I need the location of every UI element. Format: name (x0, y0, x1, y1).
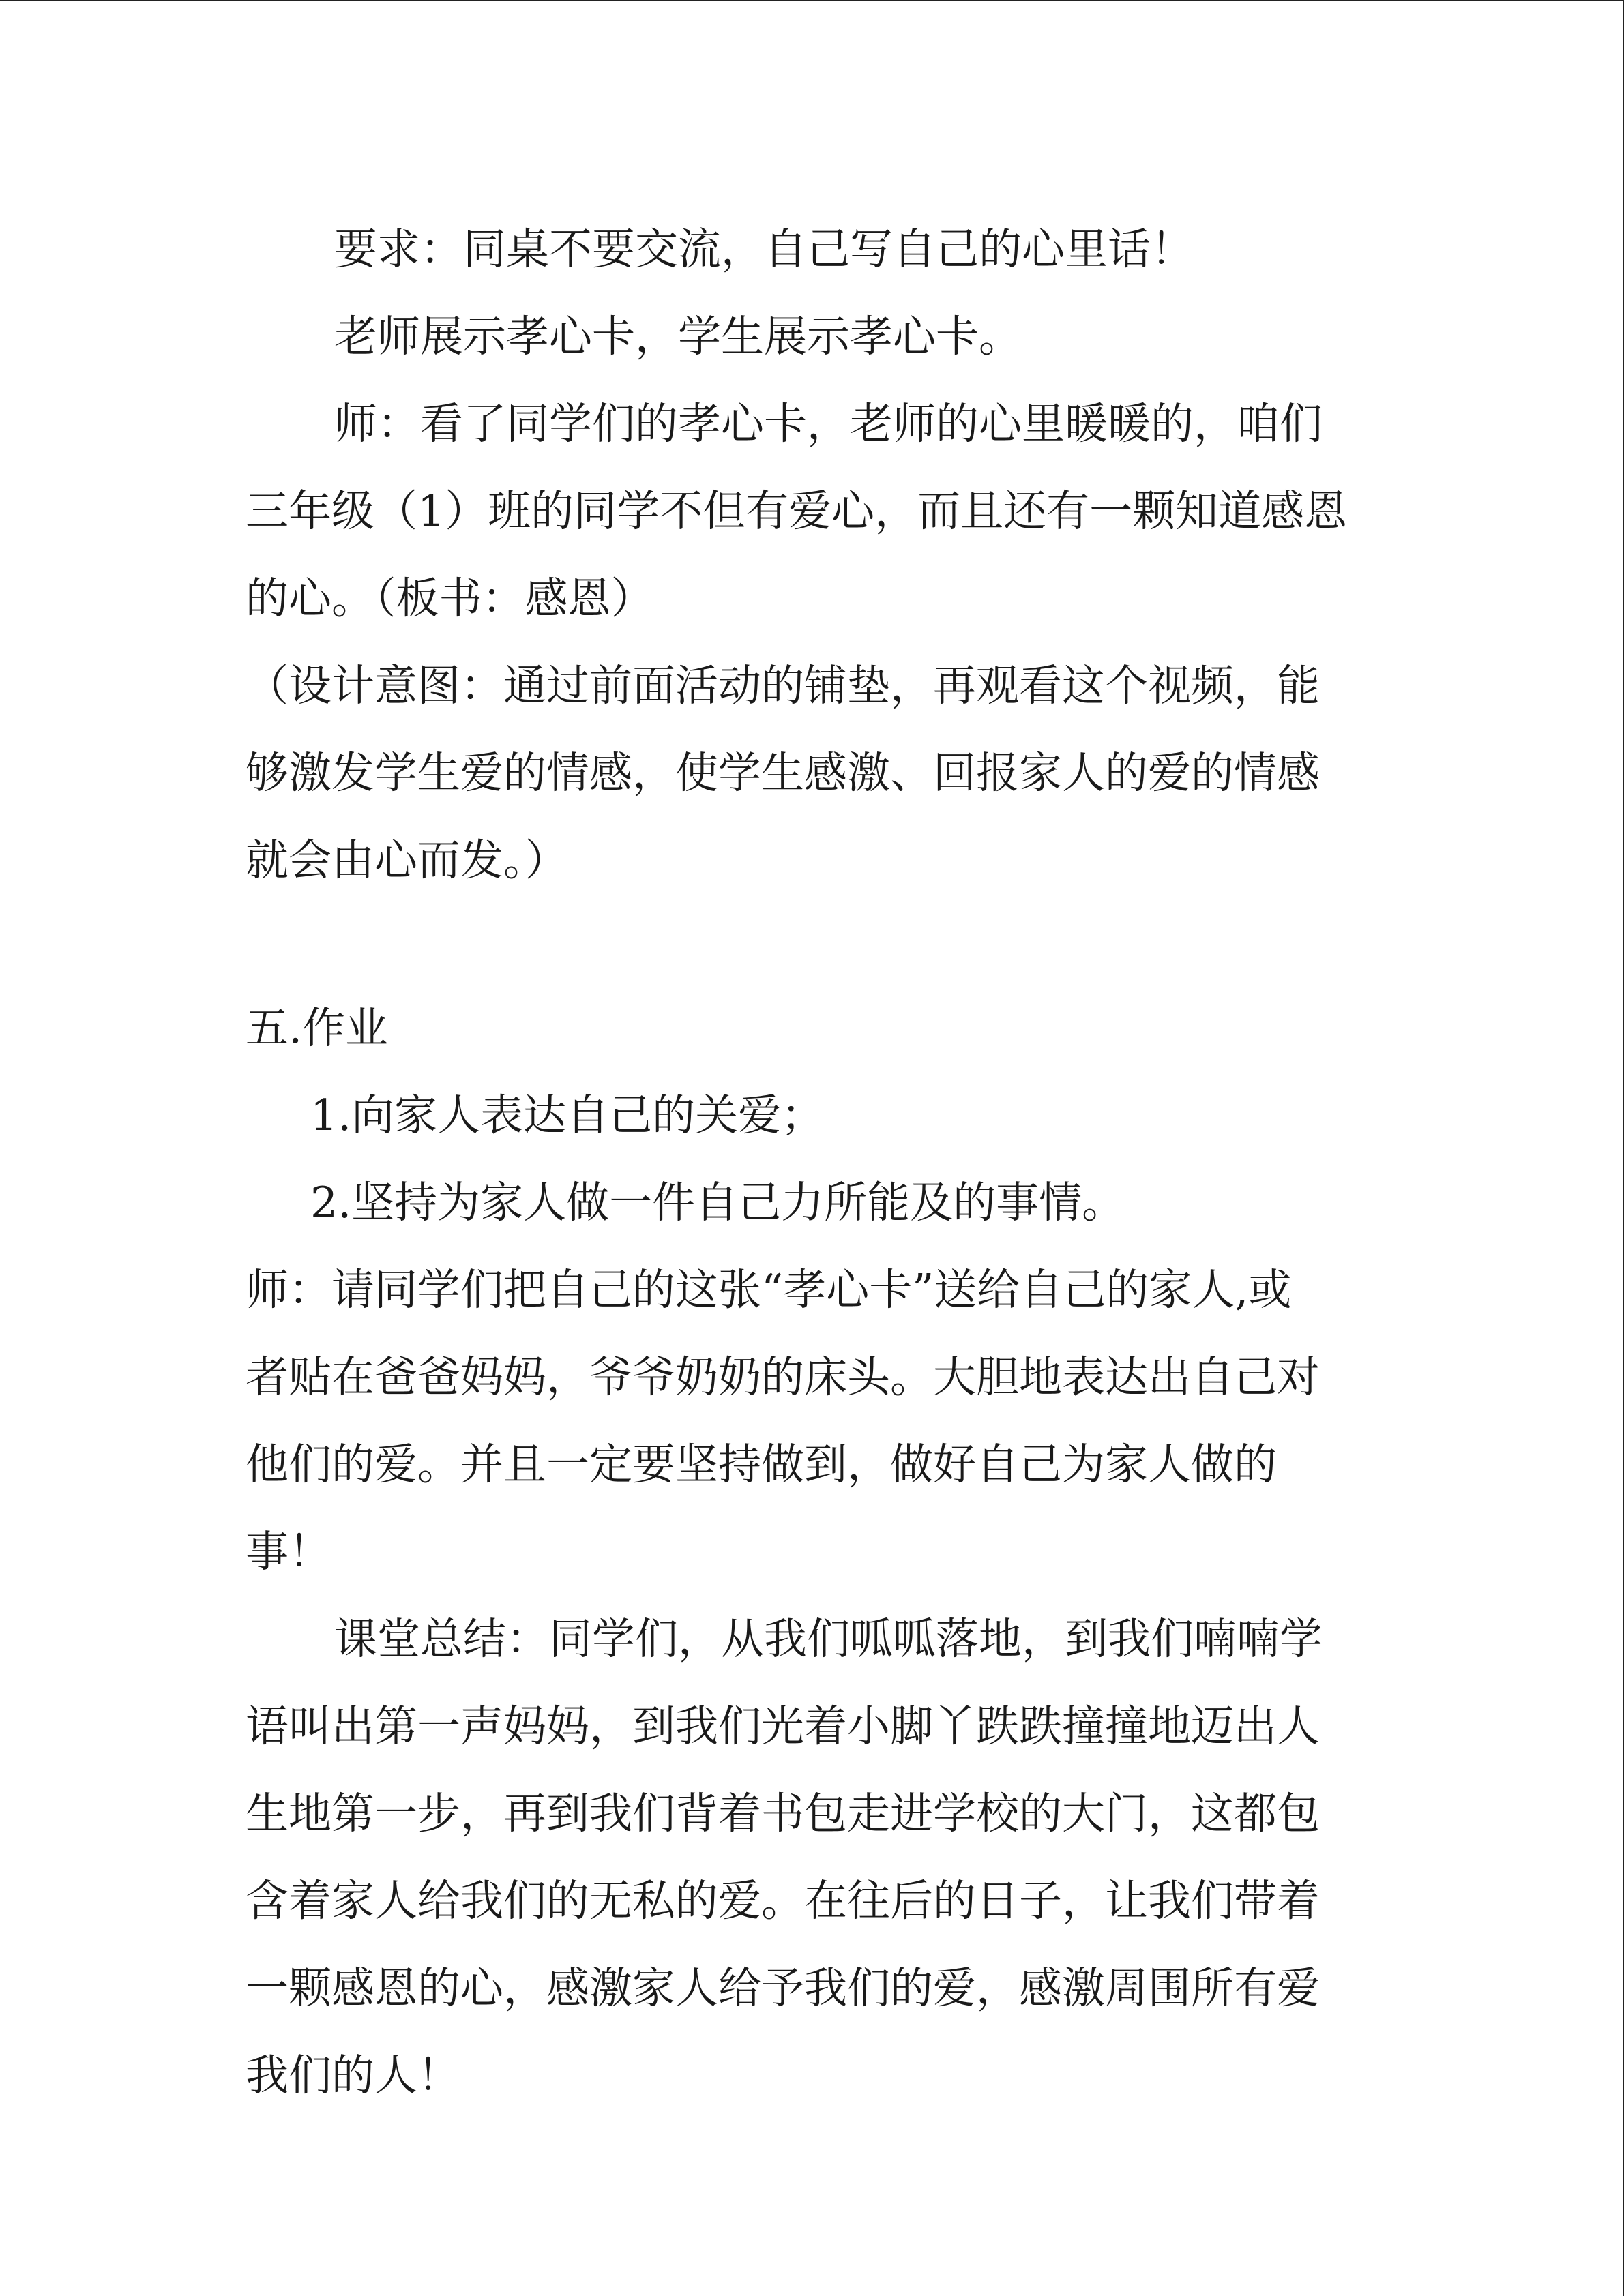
teacher-remark-paragraph (246, 381, 1378, 642)
text-line: 语叫出第一声妈妈，到我们光着小脚丫跌跌撞撞地迈出人 (246, 1701, 1320, 1751)
requirement-paragraph: 要求：同桌不要交流，自己写自己的心里话！ (334, 224, 1194, 274)
text-line: 一颗感恩的心，感激家人给予我们的爱，感激周围所有爱 (246, 1963, 1320, 2013)
card-display-paragraph: 老师展示孝心卡，学生展示孝心卡。 (334, 312, 1022, 361)
teacher-instruction-paragraph (246, 1247, 1378, 1596)
text-line: （设计意图：通过前面活动的铺垫，再观看这个视频，能 (246, 661, 1320, 711)
text-line: 师：请同学们把自己的这张“孝心卡”送给自己的家人,或 (246, 1265, 1292, 1315)
class-summary-paragraph (246, 1596, 1378, 2119)
text-line: 就会由心而发。） (246, 835, 568, 885)
section-spacer (246, 904, 1378, 985)
text-line: 事！ (246, 1527, 331, 1577)
homework-item-1: 1.向家人表达自己的关爱； (310, 1090, 825, 1140)
text-line: 师：看了同学们的孝心卡，老师的心里暖暖的，咱们 (334, 399, 1323, 449)
text-line: 我们的人！ (246, 2051, 460, 2100)
text-line: 他们的爱。并且一定要坚持做到，做好自己为家人做的 (246, 1440, 1277, 1489)
document-body (246, 206, 1378, 2119)
text-line: 者贴在爸爸妈妈，爷爷奶奶的床头。大胆地表达出自己对 (246, 1352, 1320, 1402)
text-line: 含着家人给我们的无私的爱。在往后的日子，让我们带着 (246, 1876, 1320, 1926)
text-line: 够激发学生爱的情感，使学生感激、回报家人的爱的情感 (246, 748, 1320, 798)
text-line: 课堂总结：同学们，从我们呱呱落地，到我们喃喃学 (334, 1614, 1323, 1664)
design-intent-paragraph (246, 642, 1378, 904)
homework-item-2: 2.坚持为家人做一件自己力所能及的事情。 (310, 1178, 1125, 1227)
text-line: 的心。（板书：感恩） (246, 573, 654, 623)
homework-heading: 五.作业 (246, 1003, 389, 1053)
text-line: 三年级（1）班的同学不但有爱心，而且还有一颗知道感恩 (246, 486, 1348, 536)
text-line: 生地第一步，再到我们背着书包走进学校的大门，这都包 (246, 1789, 1320, 1838)
